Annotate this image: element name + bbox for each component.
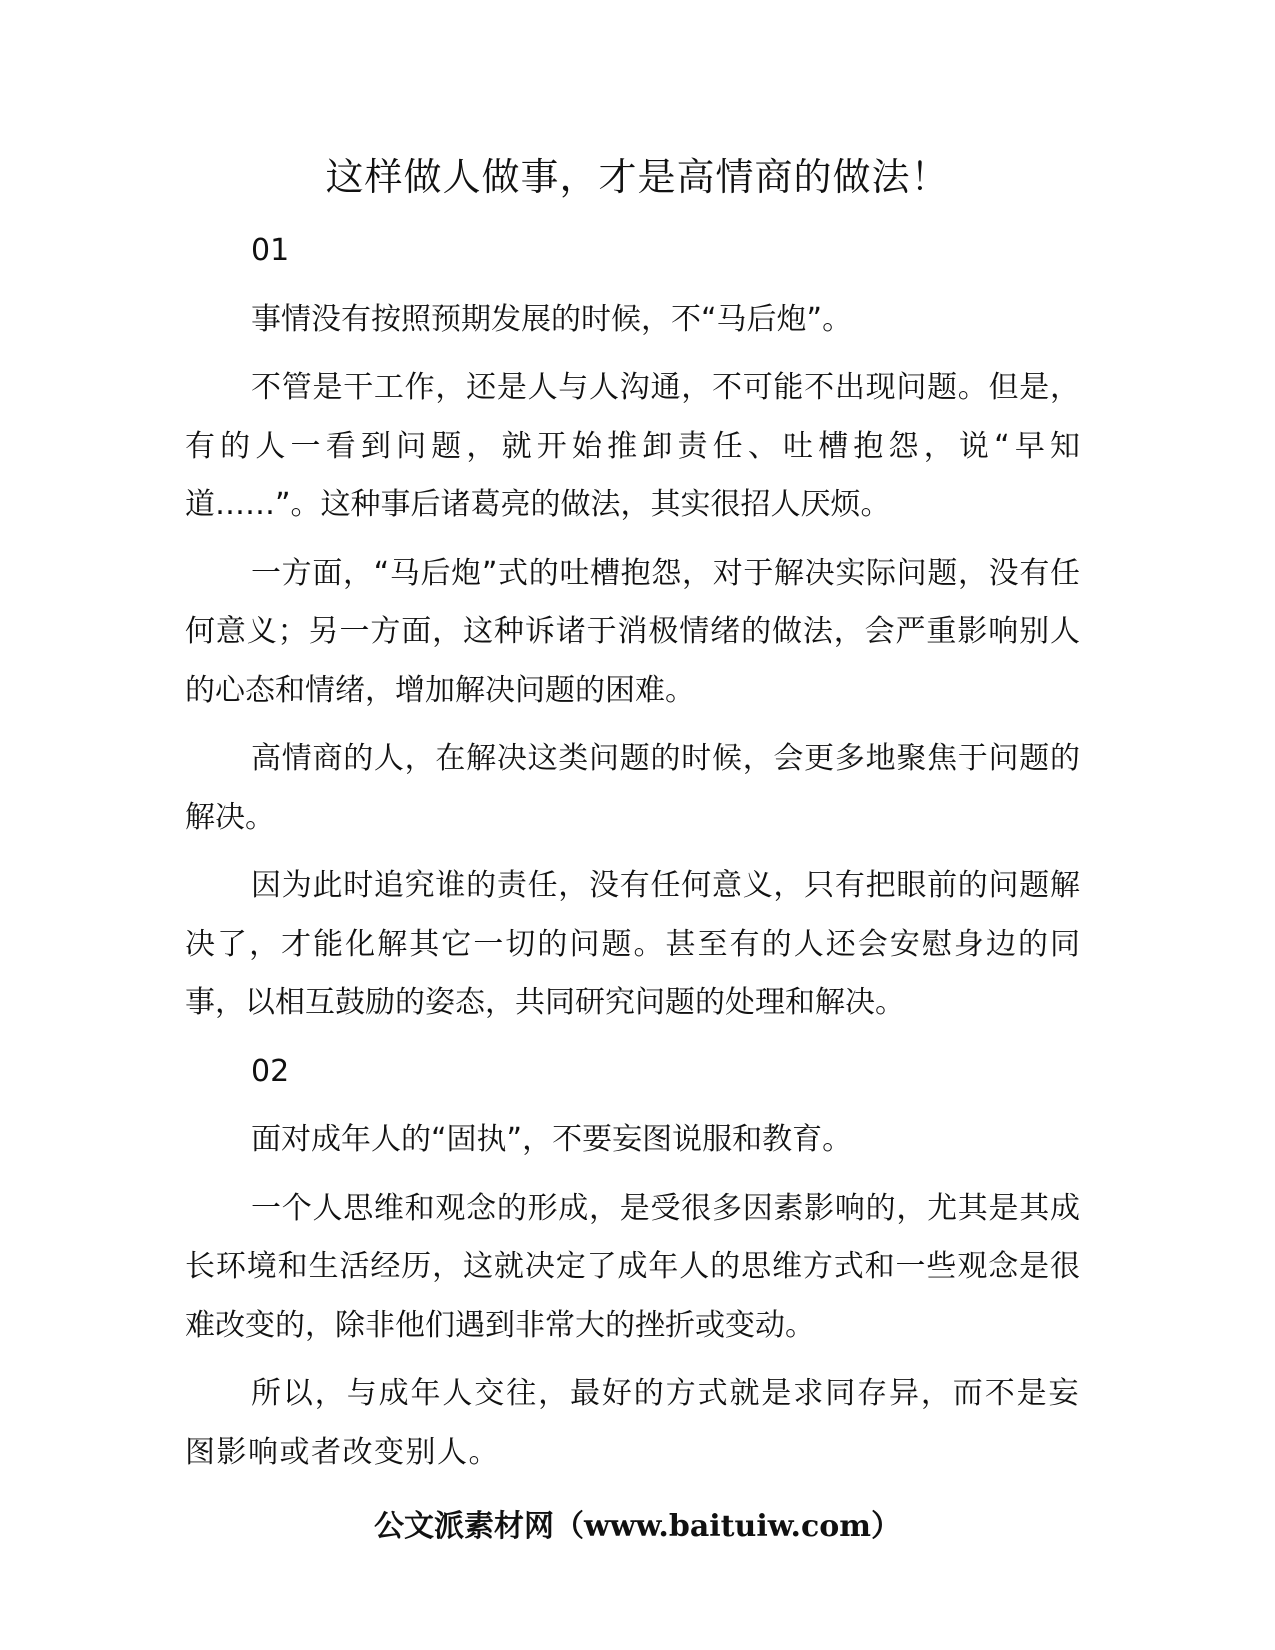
body-paragraph: 一个人思维和观念的形成，是受很多因素影响的，尤其是其成长环境和生活经历，这就决定了成年人的思维方式和一些观念是很难改变的，除非他们遇到非常大的挫折或变动。: [185, 1190, 1080, 1343]
body-paragraph: 不管是干工作，还是人与人沟通，不可能不出现问题。但是，有的人一看到问题，就开始推卸责任、吐槽抱怨，说“早知道……”。这种事后诸葛亮的做法，其实很招人厌烦。: [185, 370, 1080, 522]
document-title: 这样做人做事，才是高情商的做法！: [325, 155, 950, 199]
section-heading: 面对成年人的“固执”，不要妄图说服和教育。: [251, 1122, 853, 1157]
body-paragraph: 一方面，“马后炮”式的吐槽抱怨，对于解决实际问题，没有任何意义；另一方面，这种诉诸于消极情绪的做法，会严重影响别人的心态和情绪，增加解决问题的困难。: [185, 555, 1080, 708]
section-number: 02: [251, 1053, 290, 1089]
section-heading: 事情没有按照预期发展的时候，不“马后炮”。: [251, 301, 853, 337]
body-paragraph: 所以，与成年人交往，最好的方式就是求同存异，而不是妄图影响或者改变别人。: [185, 1376, 1080, 1470]
document-body: [185, 222, 1080, 1492]
body-paragraph: 因为此时追究谁的责任，没有任何意义，只有把眼前的问题解决了，才能化解其它一切的问题。甚至有的人还会安慰身边的同事，以相互鼓励的姿态，共同研究问题的处理和解决。: [185, 868, 1080, 1020]
section-number: 01: [251, 233, 290, 268]
source-footer: 公文派素材网（www.baituiw.com）: [373, 1509, 902, 1544]
body-paragraph: 高情商的人，在解决这类问题的时候，会更多地聚焦于问题的解决。: [185, 741, 1080, 835]
